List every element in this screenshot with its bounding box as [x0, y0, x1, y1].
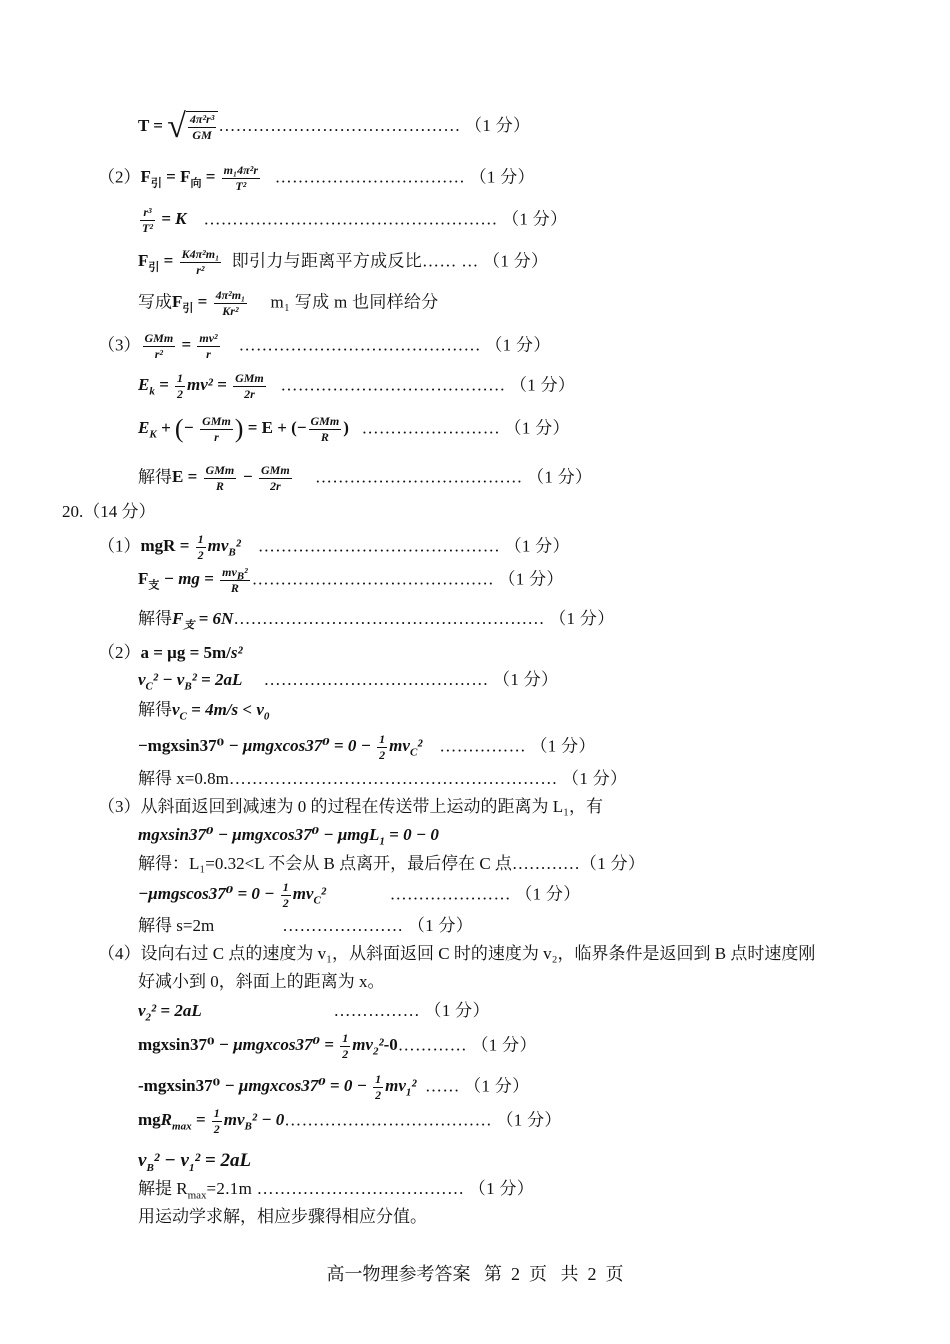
line-24 [98, 945, 815, 962]
formula: a = μg = 5m/s² [140, 643, 243, 662]
formula: mgR = $\frac{1}{2}$ $mv_B^2$ [140, 532, 241, 562]
line-2 [98, 163, 535, 194]
formula: mgxsin37⁰ − μmgxcos37⁰ − μmgL$_1$ = 0 − 0 [138, 825, 439, 848]
formula: $E_K$ + (− GMm r ) = E + (− GMm R ) [138, 414, 349, 444]
score-note: =2.1m ……………………………… （1 分） [206, 1179, 535, 1198]
score-note: ………………………………… （1 分） [280, 375, 576, 395]
formula: −μmgscos37⁰ = 0 − $\frac{1}{2}$ $mv_C^2$ [138, 880, 326, 910]
score-note: ………………………………… （1 分） [263, 670, 559, 689]
line-14 [98, 644, 243, 661]
formula: $v_2^2 = 2aL$ [138, 1001, 202, 1024]
formula: $F_支$ − mg = $mv_B^2$ R [138, 565, 248, 595]
text: 写成 [138, 292, 172, 312]
text: 用运动学求解，相应步骤得相应分值。 [138, 1207, 427, 1226]
formula: $v_C = 4m/s < v_0$ [172, 700, 270, 723]
line-16 [138, 700, 270, 723]
line-1 [138, 110, 530, 144]
formula: $F_引 = F_向$ = $\frac{\text{m₁4π²r}}{\text{T²}}$ [140, 163, 258, 193]
part-label: （2） [98, 643, 141, 662]
text: 解提 R [138, 1179, 188, 1198]
formula: T = √ $\frac{\text{4π²r³}}{GM}$ [138, 116, 218, 135]
part-label: （2） [98, 167, 141, 187]
text: 解得 [138, 467, 172, 487]
formula: $F_引$ = $\frac{\text{K4π²m₁}}{\text{r²}}$ [138, 247, 220, 277]
line-15 [138, 670, 559, 693]
formula: -mgxsin37⁰ − μmgxcos37⁰ = 0 − $\frac{1}{2}$ $mv_1^2$ [138, 1072, 417, 1102]
score-note: …………………………………… （1 分） [251, 569, 564, 589]
line-22 [138, 880, 581, 911]
line-3 [138, 205, 567, 236]
line-9 [138, 463, 592, 494]
text: （3）从斜面返回到减速为 0 的过程在传送带上运动的距离为 L₁，有 [98, 797, 604, 816]
line-25 [138, 973, 385, 990]
line-8 [138, 414, 570, 445]
text: 解得 s=2m [138, 916, 215, 935]
line-21 [138, 855, 645, 872]
formula: $F_引$ = $\frac{\text{4π²m₁}}{\text{Kr²}}$ [172, 288, 246, 318]
line-31: 解提 $R_{max}=2.1m$ ……………………………… （1 分） [138, 1179, 535, 1202]
formula: $\frac{\text{r³}}{\text{T²}}$ = K [142, 205, 187, 235]
question-heading [62, 503, 156, 520]
line-17 [138, 732, 596, 763]
score-note: …………………………………………… （1 分） [203, 209, 568, 229]
score-note: ………… （1 分） [397, 1035, 537, 1055]
text: 解得 x=0.8m [138, 769, 229, 788]
score-note: …………… （1 分） [333, 1001, 490, 1020]
score-note: ………………………………………………… （1 分） [228, 769, 628, 788]
score-note: …… （1 分） [425, 1076, 530, 1096]
formula: −mgxsin37⁰ − μmgxcos37⁰ = 0 − $\frac{1}{2}$ $mv_C^2$ [138, 732, 423, 762]
formula: $F_支 = 6N$ [172, 609, 234, 632]
score-note: ……………………………………………… （1 分） [233, 609, 615, 628]
score-note: …………………………………… （1 分） [238, 335, 551, 355]
score-note: ………………… （1 分） [282, 916, 474, 935]
formula: mgxsin37⁰ − μmgxcos37⁰ = $\frac{1}{2}$ $mv_2^2-0$ [138, 1031, 398, 1061]
text: （4）设向右过 C 点的速度为 v₁，从斜面返回 C 时的速度为 v₂，临界条件是返回到 B 点时速度刚 [98, 944, 816, 963]
formula: E = GMm R − GMm 2r [172, 463, 290, 493]
line-5 [138, 288, 439, 319]
line-29 [138, 1106, 562, 1137]
formula: $E_k$ = $\frac{1}{2}$ mv² = GMm 2r [138, 371, 264, 401]
score-note: …………………………………… （1 分） [257, 536, 570, 556]
line-28 [138, 1072, 529, 1103]
formula: $v_C^2 - v_B^2 = 2aL$ [138, 670, 243, 693]
line-23 [138, 917, 473, 934]
line-19 [98, 798, 603, 815]
text: 解得 [138, 700, 172, 719]
line-30 [138, 1150, 252, 1174]
line-20 [138, 825, 439, 848]
line-12 [138, 565, 564, 596]
line-26 [138, 1001, 490, 1024]
line-7 [138, 371, 575, 402]
text: m₁ 写成 m 也同样给分 [270, 292, 439, 312]
part-label: （3） [98, 335, 141, 355]
formula: mgR$_{max}$ = $\frac{1}{2}$ $mv_B^2 - 0$ [138, 1106, 285, 1136]
line-11 [98, 532, 570, 563]
score-note: ………………… （1 分） [389, 884, 581, 904]
formula: GMm r² = $\frac{\text{mv²}}{r}$ [144, 331, 218, 361]
score-note: 即引力与距离平方成反比…… … （1 分） [231, 251, 549, 271]
line-13 [138, 609, 615, 632]
score-note: ……………………………… （1 分） [314, 467, 593, 487]
score-note: …………………… （1 分） [361, 418, 570, 438]
score-note: …………………………………… （1 分） [218, 115, 531, 135]
line-6 [98, 331, 551, 362]
text: 解得 [138, 609, 172, 628]
formula: $v_B^2 - v_1^2 = 2aL$ [138, 1150, 252, 1174]
line-4 [138, 247, 548, 278]
score-note: （1 分） [579, 854, 646, 873]
part-label: （1） [98, 536, 141, 556]
line-27 [138, 1031, 537, 1062]
text: 好减小到 0，斜面上的距离为 x。 [138, 972, 385, 991]
score-note: ……………………………… （1 分） [284, 1110, 562, 1130]
question-number: 20.（14 分） [62, 502, 156, 521]
score-note: …………… （1 分） [439, 736, 596, 756]
text: 解得：L₁=0.32<L 不会从 B 点离开，最后停在 C 点………… [138, 854, 580, 873]
page-footer: 高一物理参考答案 第 2 页 共 2 页 [326, 1264, 624, 1284]
score-note: …………………………… （1 分） [274, 167, 535, 187]
line-18 [138, 770, 627, 787]
line-32 [138, 1208, 427, 1225]
